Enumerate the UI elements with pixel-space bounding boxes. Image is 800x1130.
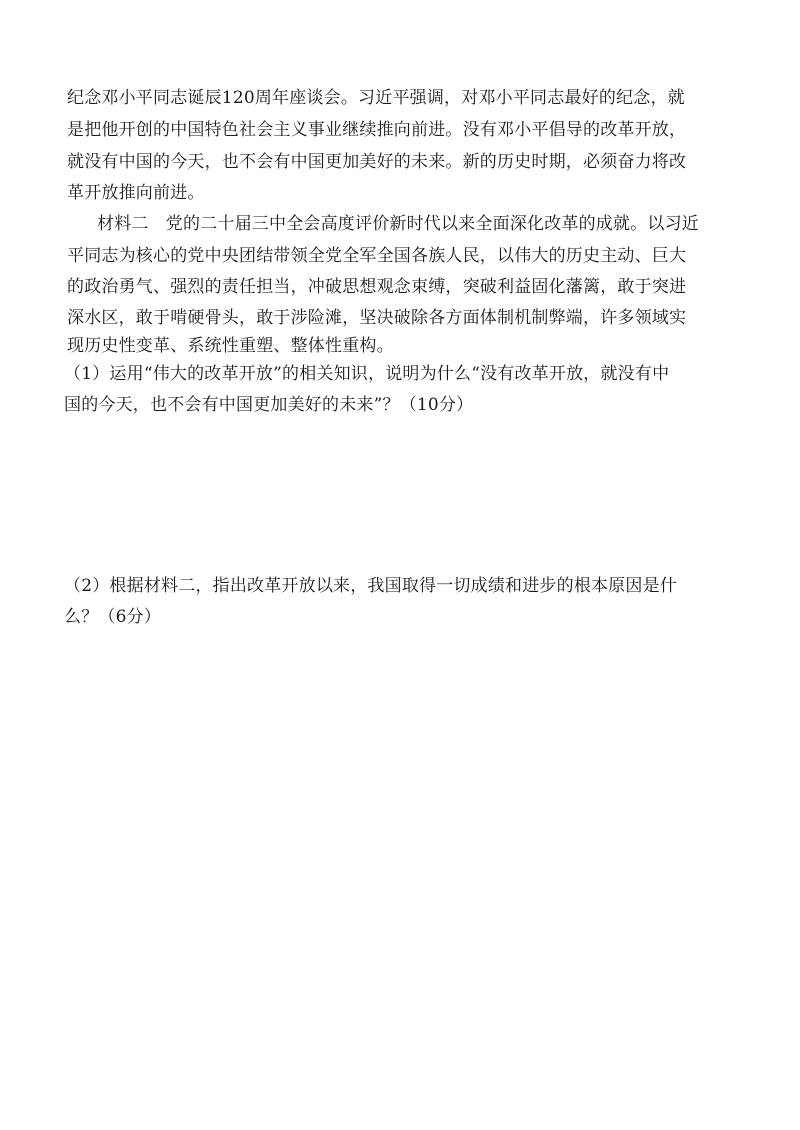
material1-line-2: 是把他开创的中国特色社会主义事业继续推向前进。没有邓小平倡导的改革开放，: [67, 120, 687, 140]
material2-line-5: 现历史性变革、系统性重塑、整体性重构。: [67, 336, 394, 356]
question2-line-1: （2）根据材料二，指出改革开放以来，我国取得一切成绩和进步的根本原因是什: [64, 576, 678, 596]
material1-line-3: 就没有中国的今天，也不会有中国更加美好的未来。新的历史时期，必须奋力将改: [67, 152, 687, 172]
question1-line-1: （1）运用“伟大的改革开放”的相关知识，说明为什么“没有改革开放，就没有中: [64, 364, 670, 384]
material2-line-4: 深水区，敢于啃硬骨头，敢于涉险滩，坚决破除各方面体制机制弊端，许多领域实: [67, 308, 687, 328]
question2-line-2: 么？（6分）: [64, 607, 162, 627]
material2-line-2: 平同志为核心的党中央团结带领全党全军全国各族人民，以伟大的历史主动、巨大: [67, 246, 687, 266]
material1-line-1: 纪念邓小平同志诞辰120周年座谈会。习近平强调，对邓小平同志最好的纪念，就: [67, 88, 685, 108]
material2-line-1: 材料二 党的二十届三中全会高度评价新时代以来全面深化改革的成就。以习近: [97, 214, 699, 234]
material1-line-4: 革开放推向前进。: [67, 183, 205, 203]
material2-line-3: 的政治勇气、强烈的责任担当，冲破思想观念束缚，突破利益固化藩篱，敢于突进: [67, 277, 687, 297]
question1-line-2: 国的今天，也不会有中国更加美好的未来”？（10分）: [64, 395, 474, 415]
